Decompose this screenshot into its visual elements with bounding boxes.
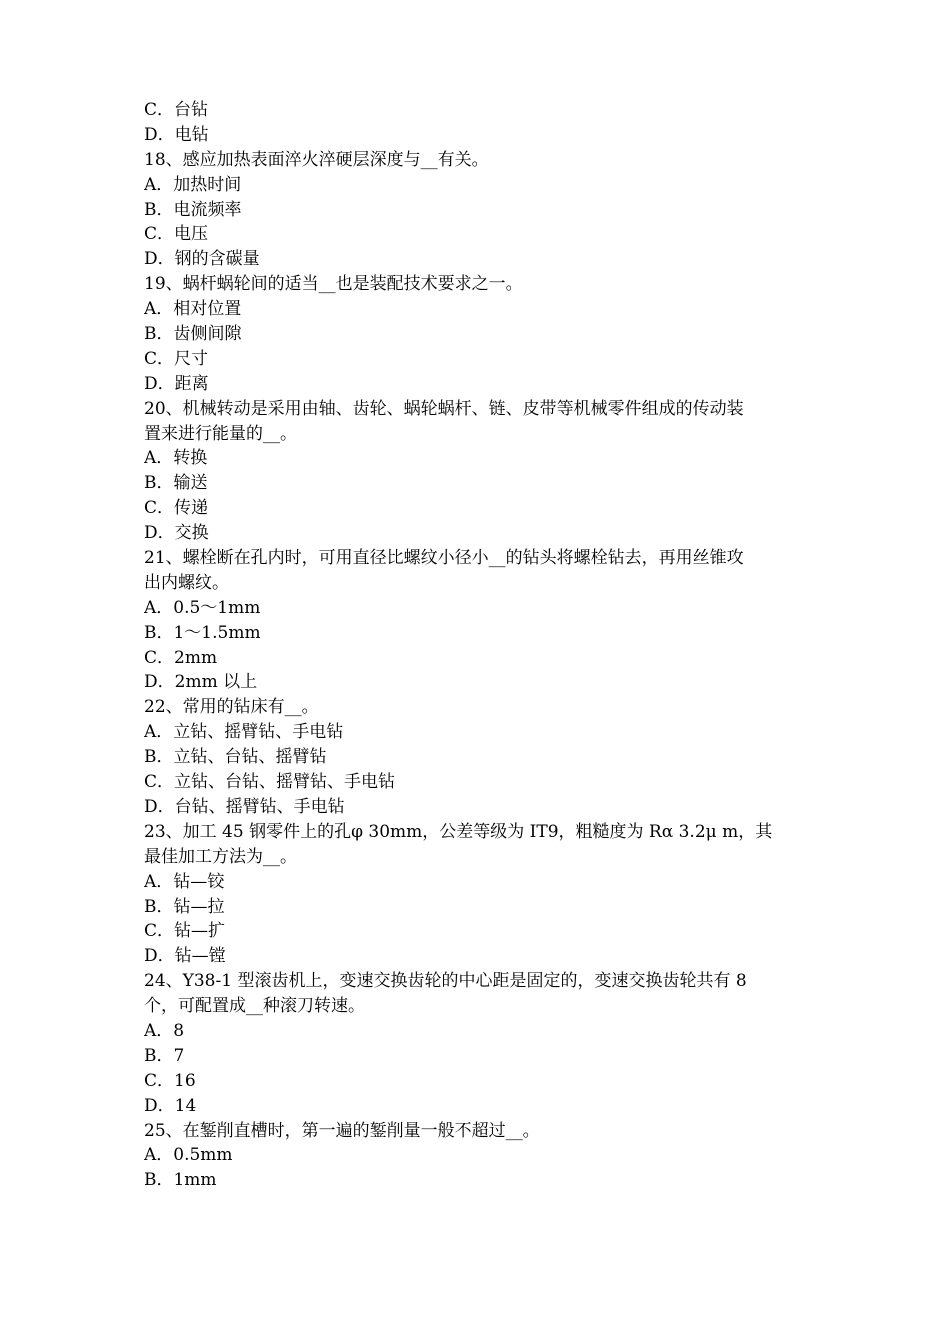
- answer-option: [144, 919, 824, 944]
- question-text: [144, 820, 824, 870]
- answer-option: [144, 596, 824, 621]
- question-line: 21、螺栓断在孔内时，可用直径比螺纹小径小__的钻头将螺栓钻去，再用丝锥攻: [144, 548, 744, 569]
- option-line: B．钻—拉: [144, 896, 225, 917]
- option-line: C．传递: [144, 498, 209, 519]
- option-line: C．2mm: [144, 647, 218, 668]
- option-line: B．电流频率: [144, 199, 242, 220]
- option-line: C．台钻: [144, 100, 209, 120]
- option-line: D．钢的含碳量: [144, 249, 260, 270]
- option-line: D．钻—镗: [144, 946, 226, 967]
- question-line: 个，可配置成__种滚刀转速。: [144, 996, 365, 1017]
- answer-option: [144, 173, 824, 198]
- answer-option: [144, 247, 824, 272]
- answer-option: [144, 1044, 824, 1069]
- option-line: B．立钻、台钻、摇臂钻: [144, 747, 327, 768]
- answer-option: [144, 646, 824, 671]
- question-line: 出内螺纹。: [144, 572, 229, 593]
- question-line: 18、感应加热表面淬火淬硬层深度与__有关。: [144, 149, 489, 170]
- answer-option: [144, 372, 824, 397]
- question-line: 25、在錾削直槽时，第一遍的錾削量一般不超过__。: [144, 1120, 540, 1141]
- question-line: 22、常用的钻床有__。: [144, 697, 319, 718]
- answer-option: [144, 347, 824, 372]
- answer-option: [144, 521, 824, 546]
- answer-option: [144, 496, 824, 521]
- answer-option: [144, 895, 824, 920]
- answer-option: [144, 720, 824, 745]
- answer-option: [144, 670, 824, 695]
- option-line: C．立钻、台钻、摇臂钻、手电钻: [144, 772, 396, 793]
- option-line: D．距离: [144, 373, 209, 394]
- answer-option: [144, 944, 824, 969]
- option-line: A．钻—铰: [144, 871, 225, 892]
- option-line: D．2mm 以上: [144, 672, 258, 693]
- option-line: C．钻—扩: [144, 921, 226, 942]
- question-line: 24、Y38-1 型滚齿机上，变速交换齿轮的中心距是固定的，变速交换齿轮共有 8: [144, 971, 747, 992]
- option-line: A．8: [144, 1020, 185, 1041]
- question-line: 最佳加工方法为__。: [144, 846, 297, 867]
- question-text: [144, 969, 824, 1019]
- answer-option: [144, 621, 824, 646]
- answer-option: [144, 297, 824, 322]
- answer-option: [144, 322, 824, 347]
- question-line: 20、机械转动是采用由轴、齿轮、蜗轮蜗杆、链、皮带等机械零件组成的传动装: [144, 398, 744, 419]
- option-line: D．交换: [144, 523, 209, 544]
- option-line: B．齿侧间隙: [144, 324, 242, 345]
- option-line: A．加热时间: [144, 174, 242, 195]
- answer-option: [144, 446, 824, 471]
- answer-option: [144, 770, 824, 795]
- question-text: [144, 1119, 824, 1144]
- answer-option: [144, 1168, 824, 1193]
- option-line: B．1～1.5mm: [144, 622, 261, 643]
- answer-option: [144, 745, 824, 770]
- option-line: C．16: [144, 1070, 196, 1091]
- document-page: [144, 98, 824, 1193]
- question-text: [144, 695, 824, 720]
- option-line: A．相对位置: [144, 299, 242, 320]
- option-line: D．14: [144, 1095, 197, 1116]
- option-line: D．电钻: [144, 124, 209, 145]
- question-text: [144, 546, 824, 596]
- option-line: A．0.5～1mm: [144, 597, 261, 618]
- answer-option: [144, 1094, 824, 1119]
- answer-option: [144, 795, 824, 820]
- answer-option: [144, 1069, 824, 1094]
- answer-option: [144, 1019, 824, 1044]
- option-line: C．尺寸: [144, 348, 209, 369]
- answer-option: [144, 471, 824, 496]
- option-line: B．7: [144, 1045, 185, 1066]
- option-line: D．台钻、摇臂钻、手电钻: [144, 796, 345, 817]
- option-line: B．1mm: [144, 1170, 217, 1191]
- answer-option: [144, 1143, 824, 1168]
- question-text: [144, 272, 824, 297]
- answer-option: [144, 123, 824, 148]
- option-line: A．立钻、摇臂钻、手电钻: [144, 722, 344, 743]
- option-line: A．转换: [144, 448, 208, 469]
- question-line: 19、蜗杆蜗轮间的适当__也是装配技术要求之一。: [144, 274, 523, 295]
- question-text: [144, 397, 824, 447]
- answer-option: [144, 98, 824, 123]
- option-line: A．0.5mm: [144, 1145, 233, 1166]
- answer-option: [144, 222, 824, 247]
- answer-option: [144, 198, 824, 223]
- answer-option: [144, 870, 824, 895]
- option-line: B．输送: [144, 473, 208, 494]
- question-line: 23、加工 45 钢零件上的孔φ 30mm，公差等级为 IT9，粗糙度为 Rα 3.2μ m，其: [144, 821, 773, 842]
- question-line: 置来进行能量的__。: [144, 423, 297, 444]
- option-line: C．电压: [144, 224, 209, 245]
- question-text: [144, 148, 824, 173]
